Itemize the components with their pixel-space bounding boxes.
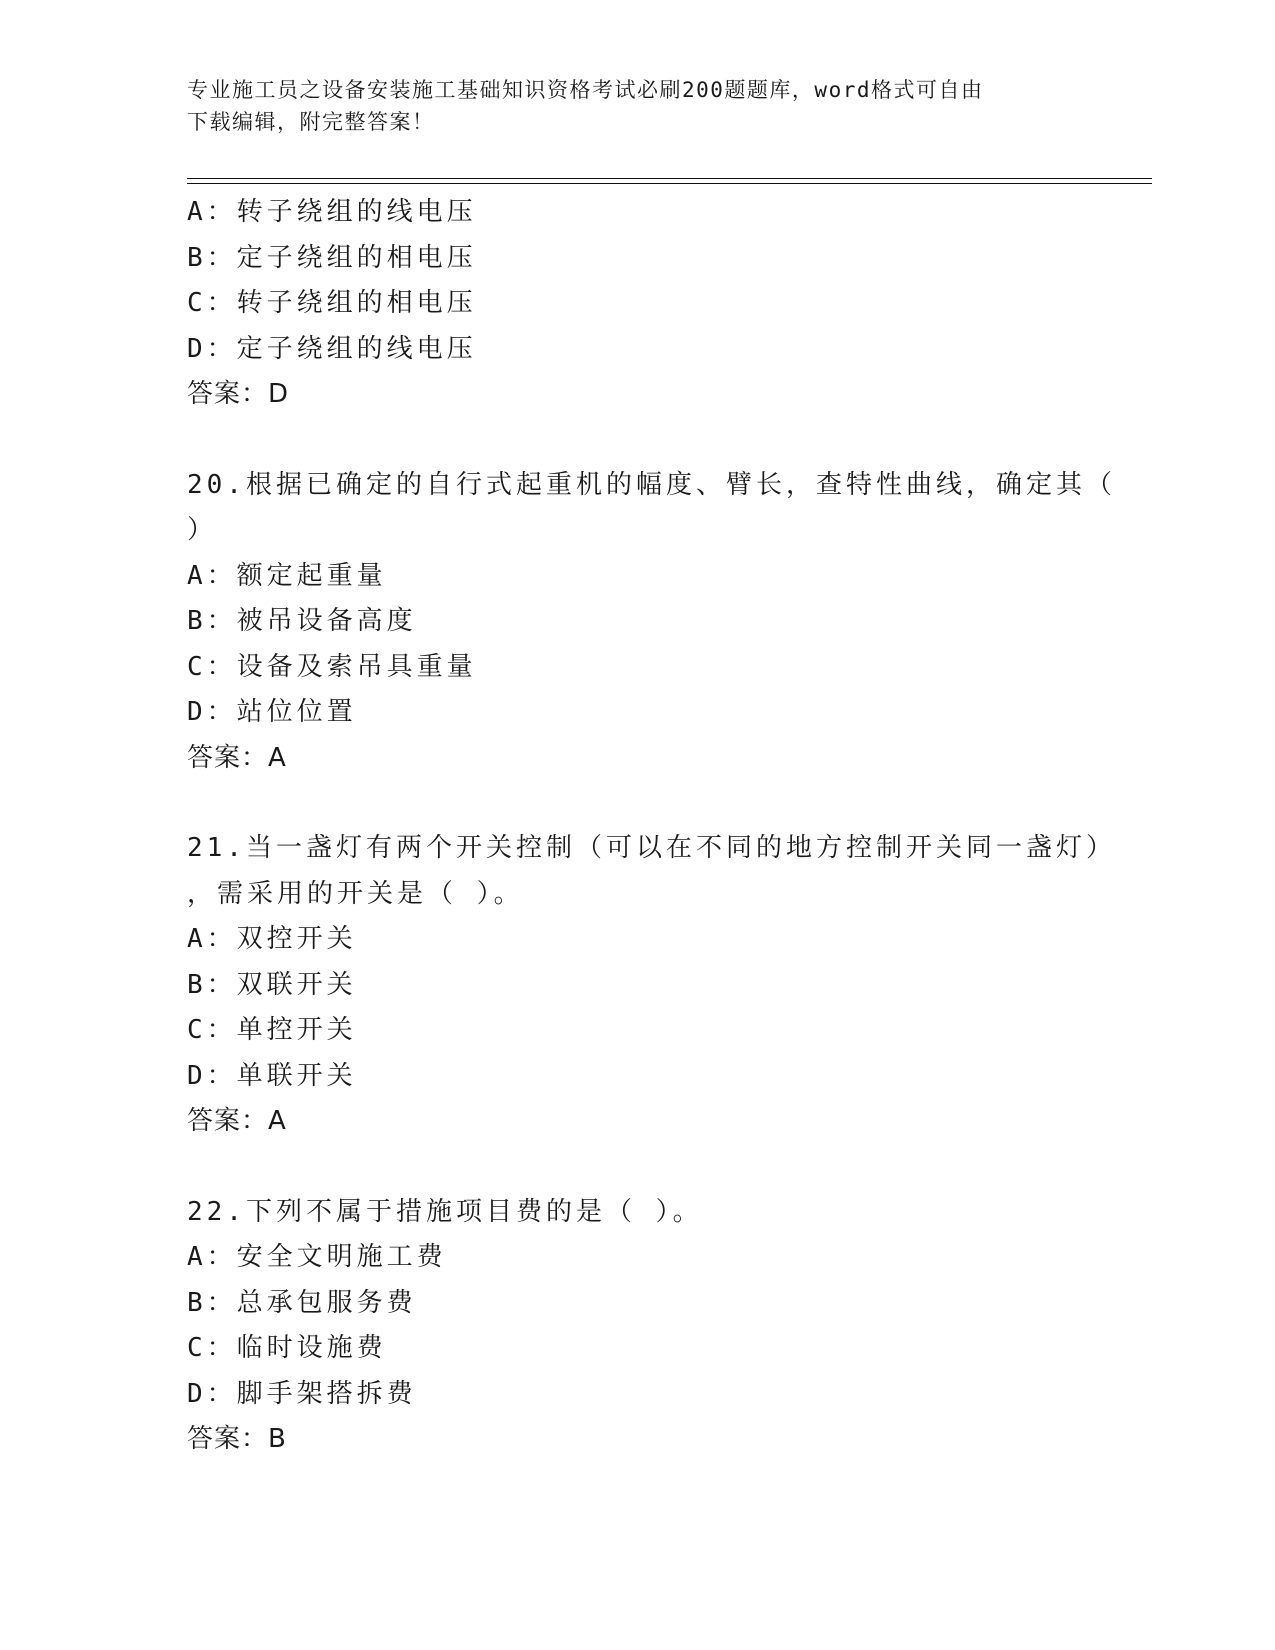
option-d: D：定子绕组的线电压 xyxy=(187,333,477,364)
option-a: A：额定起重量 xyxy=(187,560,387,591)
answer-line: 答案：A xyxy=(187,1106,287,1136)
option-d: D：站位位置 xyxy=(187,697,357,727)
header-line-2: 下载编辑，附完整答案！ xyxy=(187,110,435,134)
answer-line: 答案：B xyxy=(187,1424,287,1454)
answer-line: 答案：A xyxy=(187,742,287,773)
option-a: A：双控开关 xyxy=(187,924,357,954)
question-21 xyxy=(187,826,1116,1145)
question-20 xyxy=(187,463,1116,782)
option-b: B：双联开关 xyxy=(187,969,357,1000)
answer-line: 答案：D xyxy=(187,379,290,409)
spacer xyxy=(187,418,1087,463)
option-c: C：单控开关 xyxy=(187,1015,357,1045)
question-stem-continued: ） xyxy=(187,515,218,545)
question-stem-continued: ，需采用的开关是（ ）。 xyxy=(187,878,524,909)
question-19-continued xyxy=(187,190,1087,418)
spacer xyxy=(187,1145,1087,1190)
question-stem: 20.根据已确定的自行式起重机的幅度、臂长，查特性曲线，确定其（ xyxy=(187,469,1116,500)
question-list xyxy=(187,190,1116,1463)
option-c: C：转子绕组的相电压 xyxy=(187,288,477,318)
document-header xyxy=(187,74,1067,138)
option-c: C：临时设施费 xyxy=(187,1333,387,1363)
option-a: A：安全文明施工费 xyxy=(187,1242,447,1272)
question-stem: 21.当一盏灯有两个开关控制（可以在不同的地方控制开关同一盏灯） xyxy=(187,833,1116,863)
option-b: B：被吊设备高度 xyxy=(187,606,417,636)
header-line-1: 专业施工员之设备安装施工基础知识资格考试必刷200题题库，word格式可自由 xyxy=(187,78,984,102)
header-divider-bottom xyxy=(187,183,1152,184)
header-divider-top xyxy=(187,178,1152,179)
option-c: C：设备及索吊具重量 xyxy=(187,651,477,682)
question-stem: 22.下列不属于措施项目费的是（ ）。 xyxy=(187,1196,703,1227)
question-22 xyxy=(187,1190,1087,1463)
spacer xyxy=(187,781,1087,826)
option-d: D：单联开关 xyxy=(187,1060,357,1091)
option-b: B：总承包服务费 xyxy=(187,1287,417,1318)
option-b: B：定子绕组的相电压 xyxy=(187,242,477,273)
option-d: D：脚手架搭拆费 xyxy=(187,1378,417,1409)
option-a: A：转子绕组的线电压 xyxy=(187,197,477,227)
